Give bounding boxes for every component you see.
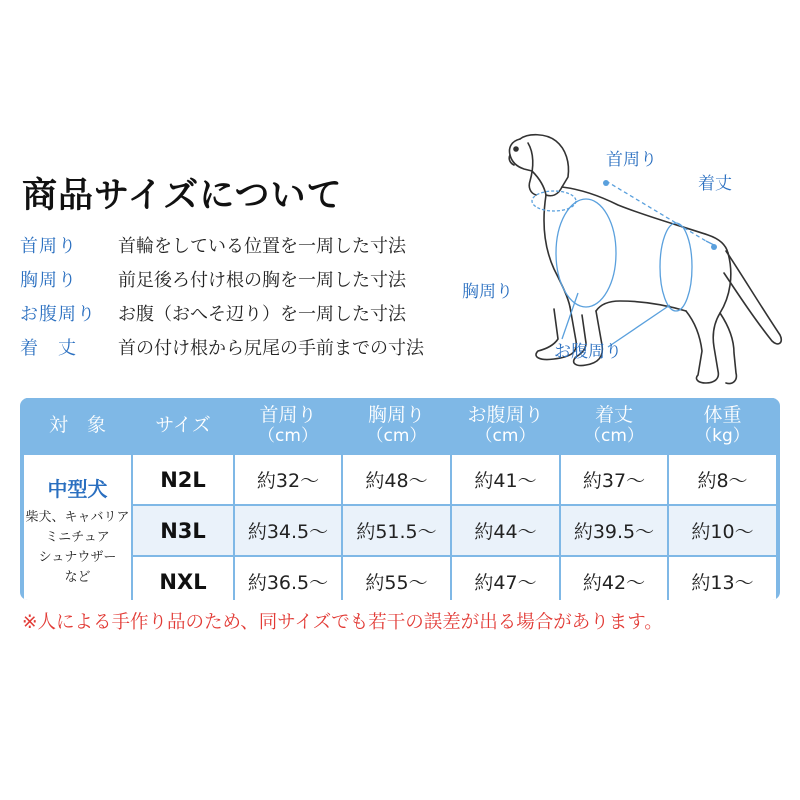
definition-chest bbox=[20, 262, 480, 296]
header-label: 胸周り bbox=[367, 403, 425, 426]
header-size bbox=[133, 398, 233, 453]
page-title: 商品サイズについて bbox=[22, 176, 343, 216]
header-neck bbox=[235, 398, 341, 453]
definition-term: 首周り bbox=[20, 236, 77, 257]
table-cell-length: 約42～ bbox=[561, 557, 667, 600]
header-label: サイズ bbox=[155, 414, 211, 436]
table-cell-length: 約37～ bbox=[561, 455, 667, 504]
definition-belly bbox=[20, 296, 480, 330]
target-breed: ミニチュア bbox=[45, 530, 110, 545]
table-cell-size: N2L bbox=[133, 455, 233, 504]
target-breed: など bbox=[64, 570, 91, 585]
table-cell-belly: 約41～ bbox=[452, 455, 559, 504]
definition-list bbox=[20, 228, 480, 364]
dot-icon bbox=[603, 180, 609, 186]
label-length: 着丈 bbox=[698, 174, 732, 194]
table-cell-neck: 約34.5～ bbox=[235, 506, 341, 555]
definition-term: 着 丈 bbox=[20, 338, 77, 359]
table-cell-length: 約39.5～ bbox=[561, 506, 667, 555]
definition-length bbox=[20, 330, 480, 364]
definition-term: お腹周り bbox=[20, 304, 96, 325]
label-neck: 首周り bbox=[606, 150, 657, 170]
header-belly bbox=[452, 398, 559, 453]
table-cell-weight: 約8～ bbox=[669, 455, 776, 504]
table-cell-weight: 約13～ bbox=[669, 557, 776, 600]
table-cell-chest: 約51.5～ bbox=[343, 506, 450, 555]
header-unit: （cm） bbox=[475, 425, 536, 446]
header-label: 体重 bbox=[703, 403, 742, 426]
header-unit: （kg） bbox=[695, 425, 750, 446]
header-weight bbox=[669, 398, 776, 453]
definition-desc: 首の付け根から尻尾の手前までの寸法 bbox=[118, 338, 424, 359]
header-label: 首周り bbox=[259, 403, 317, 426]
definition-neck bbox=[20, 228, 480, 262]
definition-desc: 首輪をしている位置を一周した寸法 bbox=[118, 236, 406, 257]
definition-term: 胸周り bbox=[20, 270, 77, 291]
table-cell-size: NXL bbox=[133, 557, 233, 600]
header-length bbox=[561, 398, 667, 453]
table-cell-neck: 約32～ bbox=[235, 455, 341, 504]
dot-icon bbox=[711, 244, 717, 250]
header-label: 対 象 bbox=[48, 414, 106, 436]
header-label: 着丈 bbox=[594, 403, 633, 426]
label-belly: お腹周り bbox=[554, 342, 622, 362]
header-unit: （cm） bbox=[258, 425, 318, 446]
target-name: 中型犬 bbox=[47, 477, 108, 501]
definition-desc: 前足後ろ付け根の胸を一周した寸法 bbox=[118, 270, 406, 291]
header-unit: （cm） bbox=[584, 425, 644, 446]
table-cell-belly: 約47～ bbox=[452, 557, 559, 600]
definition-desc: お腹（おへそ辺り）を一周した寸法 bbox=[118, 304, 406, 325]
table-cell-belly: 約44～ bbox=[452, 506, 559, 555]
target-breed: シュナウザー bbox=[38, 550, 117, 565]
table-cell-chest: 約55～ bbox=[343, 557, 450, 600]
dog-diagram bbox=[458, 125, 788, 400]
target-breed: 柴犬、キャバリア bbox=[25, 510, 130, 525]
header-unit: （cm） bbox=[366, 425, 427, 446]
table-cell-size: N3L bbox=[133, 506, 233, 555]
target-cell bbox=[24, 455, 131, 600]
table-cell-neck: 約36.5～ bbox=[235, 557, 341, 600]
header-chest bbox=[343, 398, 450, 453]
header-target bbox=[24, 398, 131, 453]
disclaimer-note: ※人による手作り品のため、同サイズでも若干の誤差が出る場合があります。 bbox=[22, 612, 663, 633]
table-cell-weight: 約10～ bbox=[669, 506, 776, 555]
label-chest: 胸周り bbox=[462, 282, 513, 302]
table-cell-chest: 約48～ bbox=[343, 455, 450, 504]
size-table bbox=[20, 398, 780, 600]
header-label: お腹周り bbox=[467, 403, 544, 426]
